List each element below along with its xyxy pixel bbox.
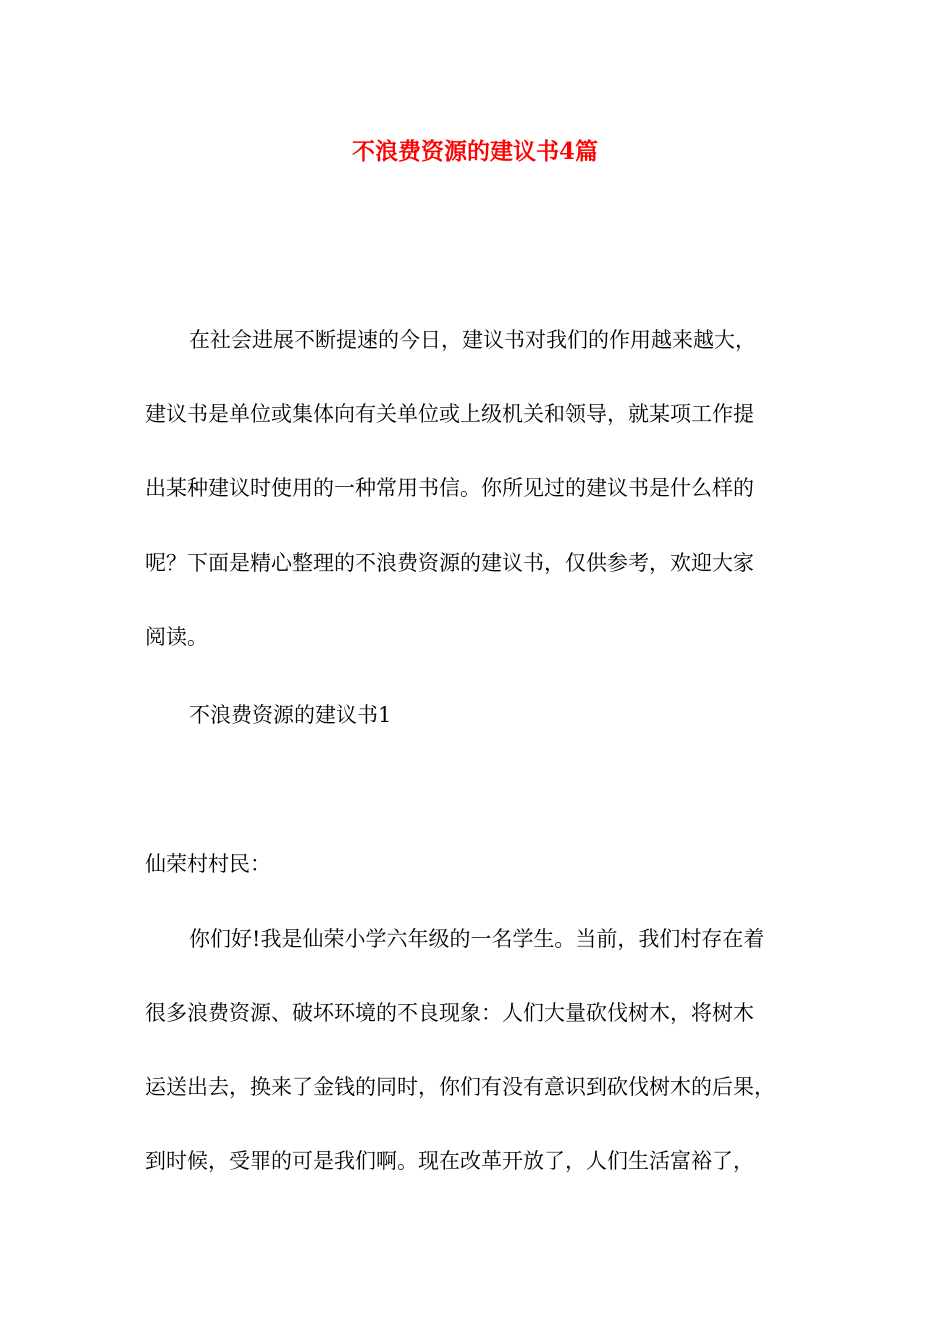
intro-line-3: 出某种建议时使用的一种常用书信。你所见过的建议书是什么样的 (145, 476, 754, 500)
intro-line-4: 呢？下面是精心整理的不浪费资源的建议书，仅供参考，欢迎大家 (145, 551, 754, 575)
body-line-4: 到时候，受罪的可是我们啊。现在改革开放了，人们生活富裕了， (145, 1149, 754, 1173)
intro-line-5: 阅读。 (145, 625, 208, 649)
intro-line-2: 建议书是单位或集体向有关单位或上级机关和领导，就某项工作提 (145, 402, 754, 426)
intro-line-1: 在社会进展不断提速的今日，建议书对我们的作用越来越大， (189, 328, 756, 352)
document-title: 不浪费资源的建议书4篇 (351, 138, 598, 165)
body-line-2: 很多浪费资源、破坏环境的不良现象：人们大量砍伐树木，将树木 (145, 1001, 754, 1025)
salutation: 仙荣村村民： (145, 852, 271, 876)
body-line-3: 运送出去，换来了金钱的同时，你们有没有意识到砍伐树木的后果， (145, 1075, 775, 1099)
section-heading: 不浪费资源的建议书1 (189, 703, 392, 727)
body-line-1: 你们好!我是仙荣小学六年级的一名学生。当前，我们村存在着 (189, 927, 765, 951)
